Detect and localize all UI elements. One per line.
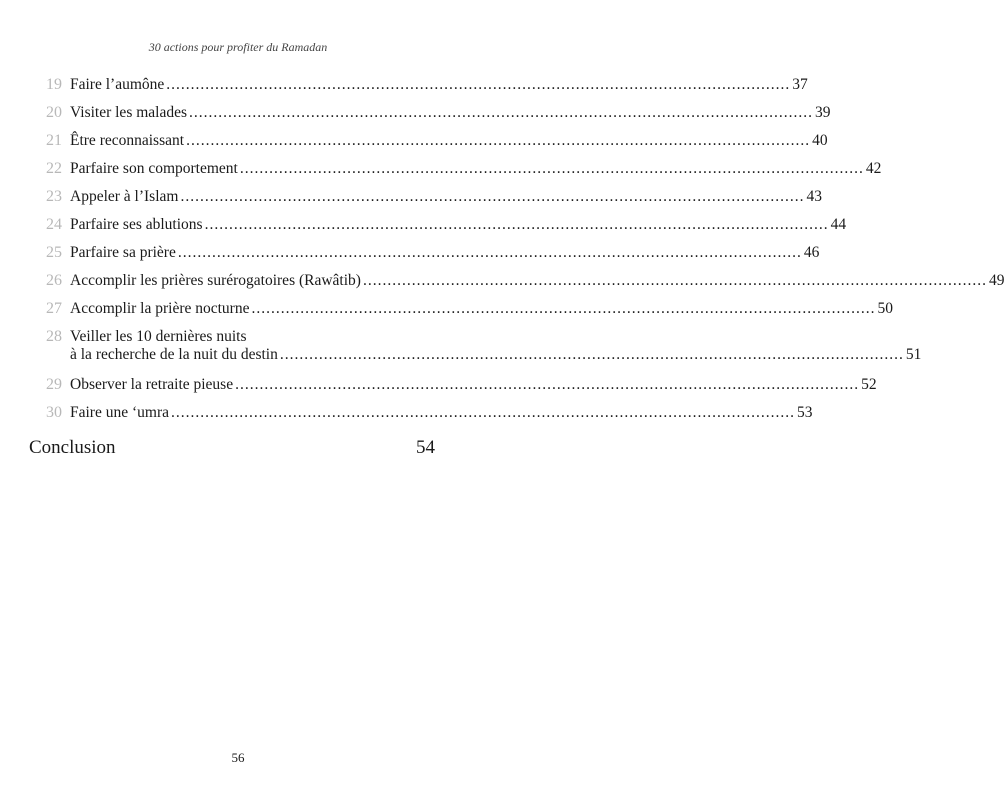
entry-page: 39 (815, 104, 831, 121)
entry-title: Observer la retraite pieuse (70, 376, 234, 393)
entry-title-line1: Veiller les 10 dernières nuits (70, 328, 247, 345)
entry-number: 21 (46, 132, 62, 149)
toc-entry[interactable] (46, 188, 822, 216)
toc-entry[interactable] (46, 104, 831, 132)
entry-title-line2: à la recherche de la nuit du destin (70, 346, 278, 363)
dot-leader (251, 300, 875, 318)
entry-page: 53 (797, 404, 813, 421)
entry-title: Parfaire sa prière (70, 244, 176, 261)
dot-leader (178, 244, 802, 262)
dot-leader (205, 216, 829, 234)
entry-number: 27 (46, 300, 62, 317)
entry-number: 30 (46, 404, 62, 421)
entry-number: 29 (46, 376, 62, 393)
entry-title: Faire l’aumône (70, 76, 165, 93)
toc-entry[interactable] (46, 76, 808, 104)
entry-number: 26 (46, 272, 62, 289)
table-of-contents (46, 76, 1004, 432)
entry-number: 23 (46, 188, 62, 205)
entry-page: 42 (865, 160, 882, 177)
entry-page: 44 (830, 216, 847, 233)
dot-leader (235, 376, 859, 394)
entry-page: 37 (792, 76, 808, 93)
entry-page: 49 (988, 272, 1004, 289)
entry-number: 28 (46, 328, 62, 345)
toc-entry[interactable] (46, 376, 877, 404)
dot-leader (166, 76, 790, 94)
entry-title: Être reconnaissant (70, 132, 185, 149)
dot-leader (363, 272, 987, 290)
dot-leader (180, 188, 804, 206)
entry-number: 25 (46, 244, 62, 261)
toc-entry[interactable] (46, 404, 813, 432)
toc-entry[interactable] (46, 328, 922, 376)
toc-entry[interactable] (46, 244, 820, 272)
toc-entry[interactable] (46, 160, 882, 188)
entry-number: 24 (46, 216, 62, 233)
toc-entry[interactable] (46, 132, 828, 160)
toc-conclusion[interactable] (29, 437, 435, 459)
conclusion-title: Conclusion (29, 437, 116, 458)
toc-entry[interactable] (46, 272, 1004, 300)
entry-number: 20 (46, 104, 62, 121)
entry-title: Parfaire son comportement (70, 160, 238, 177)
toc-entry[interactable] (46, 300, 893, 328)
entry-title: Parfaire ses ablutions (70, 216, 203, 233)
entry-page: 40 (812, 132, 828, 149)
dot-leader (240, 160, 864, 178)
dot-leader (189, 104, 813, 122)
dot-leader (186, 132, 810, 150)
dot-leader (171, 404, 795, 422)
entry-title: Faire une ‘umra (70, 404, 169, 421)
conclusion-page: 54 (416, 437, 435, 458)
dot-leader (280, 346, 904, 364)
entry-title: Accomplir la prière nocturne (70, 300, 250, 317)
entry-page: 52 (861, 376, 877, 393)
entry-page: 43 (806, 188, 822, 205)
entry-title: Appeler à l’Islam (70, 188, 179, 205)
entry-number: 19 (46, 76, 62, 93)
page-number: 56 (231, 750, 245, 765)
entry-page: 46 (803, 244, 820, 261)
entry-page: 50 (877, 300, 893, 317)
toc-entry[interactable] (46, 216, 847, 244)
entry-title: Accomplir les prières surérogatoires (Rawâtib) (70, 272, 361, 289)
entry-page: 51 (905, 346, 922, 363)
entry-number: 22 (46, 160, 62, 177)
running-header: 30 actions pour profiter du Ramadan (148, 40, 328, 54)
entry-title: Visiter les malades (70, 104, 188, 121)
